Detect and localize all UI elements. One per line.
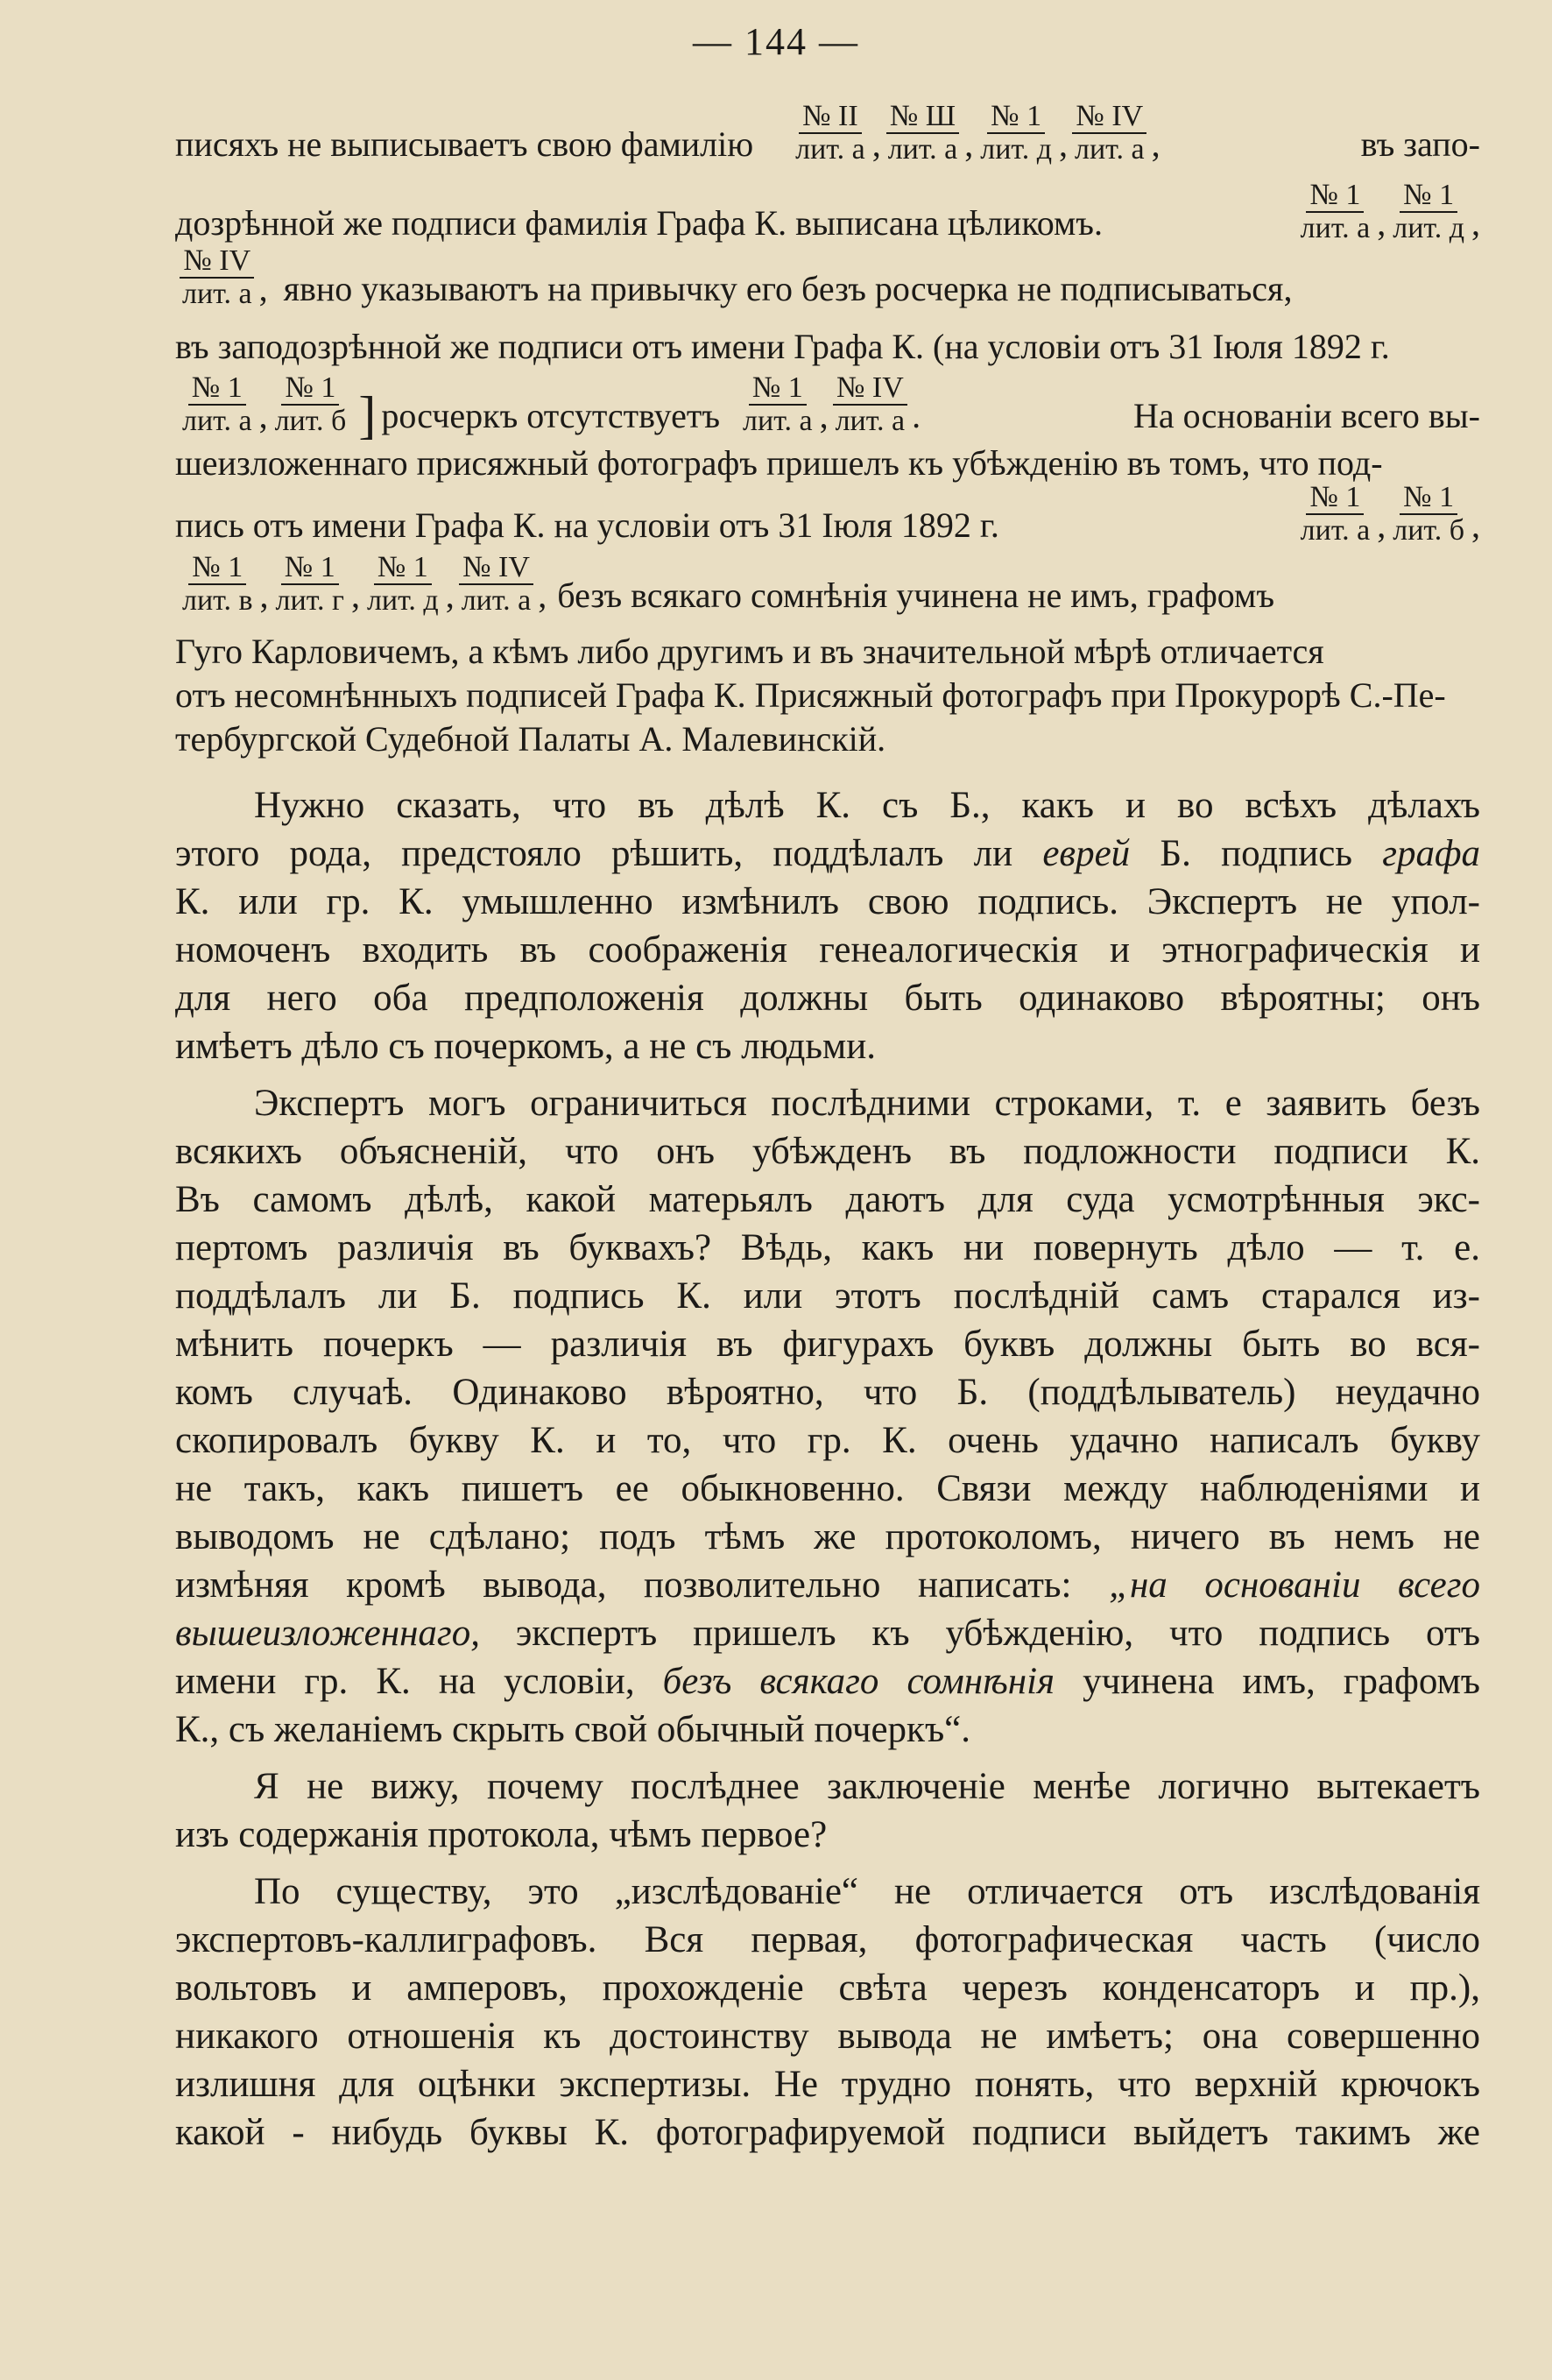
paragraph-line: никакого отношенія къ достоинству вывода не имѣетъ; она совершенно xyxy=(175,2016,1480,2057)
paragraph-line: Нужно сказать, что въ дѣлѣ К. съ Б., какъ и во всѣхъ дѣлахъ xyxy=(254,785,1480,826)
paragraph-line: Экспертъ могъ ограничиться послѣдними строками, т. е заявить безъ xyxy=(254,1083,1480,1124)
paragraph-line: измѣняя кромѣ вывода, позволительно написать: „на основаніи всего xyxy=(175,1564,1481,1606)
paragraph-line: К., съ желаніемъ скрыть свой обычный почеркъ“. xyxy=(175,1709,971,1750)
page-number: — 144 — xyxy=(693,20,859,63)
fraction: $\frac{№ 1}{\text{лит. а}}$ xyxy=(1300,481,1371,547)
paragraph-line: скопировалъ букву К. и то, что гр. К. очень удачно написалъ букву xyxy=(175,1420,1480,1461)
fraction: $\frac{№ 1}{\text{лит. в}}$ xyxy=(182,551,253,617)
protocol-line-2: дозрѣнной же подписи фамилія Графа К. выписана цѣликомъ. $\frac{№ 1}{\text{лит. а}}$ , $\frac{№ 1}{\text{лит. д}}$ , xyxy=(175,179,1480,244)
protocol-line-5: $\frac{№ 1}{\text{лит. а}}$ , $\frac{№ 1}{\text{лит. б}}$ ] росчеркъ отсутствуетъ $\frac{№ 1}{\text{лит. а}}$ , $\frac{№ IV}{\text{лит. а}}$ . На основаніи всего вы- xyxy=(175,372,1480,436)
fraction: $\frac{№ 1}{\text{лит. б}}$ xyxy=(1393,481,1464,547)
protocol-line-11: тербургской Судебной Палаты А. Малевинскій. xyxy=(175,719,886,759)
paragraph-line: По существу, это „изслѣдованіе“ не отличается отъ изслѣдованія xyxy=(254,1871,1480,1912)
paragraph-line: Въ самомъ дѣлѣ, какой матерьялъ даютъ для суда усмотрѣнныя экс- xyxy=(175,1179,1480,1220)
protocol-line-10: отъ несомнѣнныхъ подписей Графа К. Присяжный фотографъ при Прокурорѣ С.-Пе- xyxy=(175,675,1446,715)
paragraph-line: Я не вижу, почему послѣднее заключеніе менѣе логично вытекаетъ xyxy=(254,1766,1480,1807)
fraction: $\frac{№ IV}{\text{лит. а}}$ xyxy=(1071,101,1148,165)
paragraph-line: какой - нибудь буквы К. фотографируемой подписи выйдетъ такимъ же xyxy=(175,2112,1480,2153)
protocol-line-6: шеизложеннаго присяжный фотографъ пришелъ къ убѣжденію въ томъ, что под- xyxy=(175,443,1383,483)
paragraph-line: номоченъ входить въ соображенія генеалогическія и этнографическія и xyxy=(175,929,1480,971)
paragraph-line: всякихъ объясненій, что онъ убѣжденъ въ подложности подписи К. xyxy=(175,1131,1480,1172)
fraction: $\frac{№ II}{\text{лит. а}}$ xyxy=(795,100,865,166)
paragraph-line: К. или гр. К. умышленно измѣнилъ свою подпись. Экспертъ не упол- xyxy=(175,881,1480,922)
paragraph-line: пертомъ различія въ буквахъ? Вѣдь, какъ ни повернуть дѣло — т. е. xyxy=(175,1227,1480,1268)
paragraph-line: комъ случаѣ. Одинаково вѣроятно, что Б. (поддѣлыватель) неудачно xyxy=(175,1372,1480,1413)
fraction: $\frac{№ 1}{\text{лит. д}}$ xyxy=(1393,179,1464,244)
paragraph-line: вольтовъ и амперовъ, прохожденіе свѣта черезъ конденсаторъ и пр.), xyxy=(175,1967,1480,2009)
paragraph-line: экспертовъ-каллиграфовъ. Вся первая, фотографическая часть (число xyxy=(175,1919,1480,1960)
protocol-line-4: въ заподозрѣнной же подписи отъ имени Графа К. (на условіи отъ 31 Іюля 1892 г. xyxy=(175,327,1390,366)
paragraph-line: имени гр. К. на условіи, безъ всякаго сомнѣнія учинена имъ, графомъ xyxy=(175,1661,1481,1702)
protocol-line-9: Гуго Карловичемъ, а кѣмъ либо другимъ и въ значительной мѣрѣ отличается xyxy=(175,632,1324,671)
fraction: $\frac{№ IV}{\text{лит. а}}$ xyxy=(179,245,256,309)
fraction: $\frac{№ Ш}{\text{лит. а}}$ xyxy=(887,100,958,166)
protocol-line-7: пись отъ имени Графа К. на условіи отъ 31 Іюля 1892 г. $\frac{№ 1}{\text{лит. а}}$ , $\frac{№ 1}{\text{лит. б}}$ , xyxy=(175,481,1480,547)
fraction: $\frac{№ IV}{\text{лит. а}}$ xyxy=(458,552,535,616)
protocol-line-8: $\frac{№ 1}{\text{лит. в}}$ , $\frac{№ 1}{\text{лит. г}}$ , $\frac{№ 1}{\text{лит. д}}$ , $\frac{№ IV}{\text{лит. а}}$ , безъ всякаго сомнѣнія учинена не имъ, графомъ xyxy=(175,552,1480,616)
fraction: $\frac{№ IV}{\text{лит. а}}$ xyxy=(832,372,909,436)
paragraph-line: этого рода, предстояло рѣшить, поддѣлалъ ли еврей Б. подпись графа xyxy=(175,833,1480,874)
protocol-line-1: писяхъ не выписываетъ свою фамилію $\frac{№ II}{\text{лит. а}}$ , $\frac{№ Ш}{\text{лит. а}}$ , $\frac{№ 1}{\text{лит. д}}$ , $\frac{№ IV}{\text{лит. а}}$ , въ запо- xyxy=(175,100,1480,166)
paragraph-line: не такъ, какъ пишетъ ее обыкновенно. Связи между наблюденіями и xyxy=(175,1468,1480,1509)
paragraph-line: для него оба предположенія должны быть одинаково вѣроятны; онъ xyxy=(175,978,1480,1019)
fraction: $\frac{№ 1}{\text{лит. д}}$ xyxy=(980,100,1053,166)
fraction: $\frac{№ 1}{\text{лит. г}}$ xyxy=(275,551,344,617)
paragraph-line: вышеизложеннаго, экспертъ пришелъ къ убѣжденію, что подпись отъ xyxy=(175,1613,1480,1654)
paragraph-line: имѣетъ дѣло съ почеркомъ, а не съ людьми. xyxy=(175,1026,876,1067)
paragraph-line: выводомъ не сдѣлано; подъ тѣмъ же протоколомъ, ничего въ немъ не xyxy=(175,1516,1480,1557)
fraction: $\frac{№ 1}{\text{лит. а}}$ xyxy=(1300,179,1371,244)
paragraph-line: поддѣлалъ ли Б. подпись К. или этотъ послѣдній самъ старался из- xyxy=(175,1275,1480,1317)
fraction: $\frac{№ 1}{\text{лит. а}}$ xyxy=(182,371,252,437)
paragraph-line: изъ содержанія протокола, чѣмъ первое? xyxy=(175,1814,828,1855)
protocol-line-3: $\frac{№ IV}{\text{лит. а}}$ , явно указываютъ на привычку его безъ росчерка не подписываться, xyxy=(175,245,1480,309)
fraction: $\frac{№ 1}{\text{лит. д}}$ xyxy=(366,551,439,617)
paragraph-line: мѣнить почеркъ — различія въ фигурахъ буквъ должны быть во вся- xyxy=(175,1324,1480,1365)
fraction: $\frac{№ 1}{\text{лит. а}}$ xyxy=(743,371,813,437)
fraction: $\frac{№ 1}{\text{лит. б}}$ xyxy=(274,371,347,437)
paragraph-line: излишня для оцѣнки экспертизы. Не трудно понять, что верхній крючокъ xyxy=(175,2064,1480,2105)
